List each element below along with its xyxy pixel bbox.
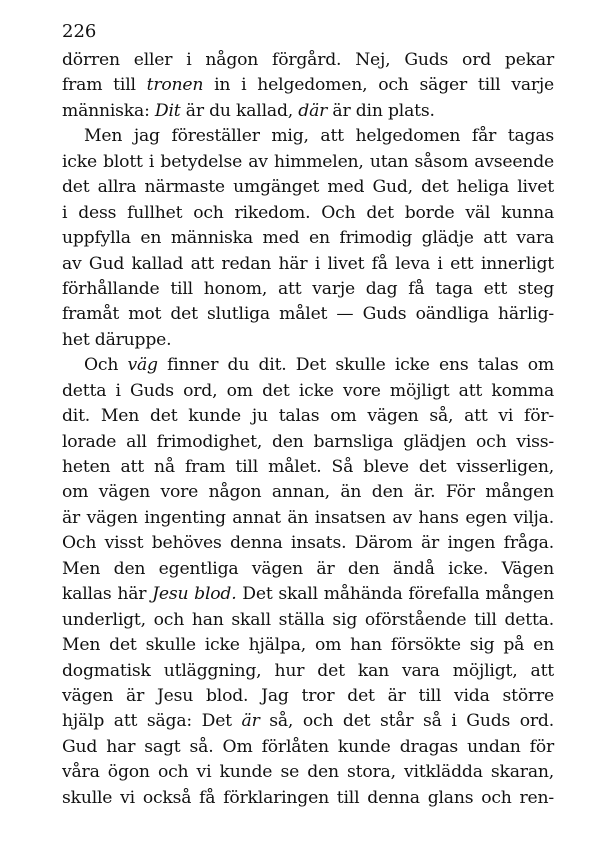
text-segment: människa: [62,100,155,121]
body-text [62,48,554,811]
text-line [62,557,554,582]
text-segment: finner du dit. Det skulle icke ens talas om [157,355,554,376]
emphasized-text: tronen [146,75,204,96]
text-segment: dogmatisk utläggning, hur det kan vara möjligt, att [62,660,554,681]
text-segment: om vägen vore någon annan, än den är. För mången [62,482,554,503]
text-line [62,73,554,98]
emphasized-text: Jesu blod. [152,584,237,605]
text-segment: så, och det står så i Guds ord. [259,711,554,732]
text-line [62,506,554,531]
text-segment: av Gud kallad att redan här i livet få leva i ett innerligt [62,253,554,274]
text-segment: framåt mot det slutliga målet — Guds oändliga härlig- [62,304,554,325]
text-line [62,633,554,658]
text-line [62,328,554,353]
text-segment: in i helgedomen, och säger till varje [203,75,554,96]
text-segment: förhållande till honom, att varje dag få taga ett steg [62,278,554,299]
text-line [62,684,554,709]
text-line [62,582,554,607]
emphasized-text: är [241,711,260,732]
text-line [62,252,554,277]
text-segment: våra ögon och vi kunde se den stora, vitklädda skaran, [62,762,554,783]
text-line [62,531,554,556]
text-segment: underligt, och han skall ställa sig oförstående till detta. [62,609,554,630]
text-segment: Och visst behöves denna insats. Därom är ingen fråga. [62,533,554,554]
text-segment: dörren eller i någon förgård. Nej, Guds ord pekar [62,50,554,70]
text-line [62,404,554,429]
text-segment: är vägen ingenting annat än insatsen av hans egen vilja. [62,507,554,528]
text-line [62,302,554,327]
text-segment: detta i Guds ord, om det icke vore möjligt att komma [62,380,554,401]
text-line [62,150,554,175]
text-line [62,659,554,684]
text-segment: vägen är Jesu blod. Jag tror det är till vida större [62,685,554,706]
text-segment: Gud har sagt så. Om förlåten kunde dragas undan för [62,736,554,757]
text-line [62,735,554,760]
text-line [62,379,554,404]
text-segment: i dess fullhet och rikedom. Och det borde väl kunna [62,202,554,223]
text-line [62,455,554,480]
text-segment: heten att nå fram till målet. Så bleve det visserligen, [62,457,554,477]
text-line [62,48,554,73]
text-segment: uppfylla en människa med en frimodig glädje att vara [62,228,554,249]
text-line [62,353,554,378]
text-line [62,201,554,226]
text-line [62,608,554,633]
text-line [62,786,554,811]
text-segment: är din plats. [327,100,435,121]
text-segment: fram till [62,75,147,96]
emphasized-text: Dit [154,100,181,121]
text-segment: är du kallad, [180,100,299,121]
text-segment: Det skall måhända förefalla mången [236,584,555,605]
text-segment: dit. Men det kunde ju talas om vägen så, att vi för- [62,406,554,427]
text-line [62,226,554,251]
text-line [62,760,554,785]
text-segment: Men den egentliga vägen är den ändå icke. Vägen [62,558,554,579]
page-number: 226 [62,21,97,42]
text-line [62,99,554,124]
text-line [62,430,554,455]
text-segment: Men jag föreställer mig, att helgedomen får tagas [84,126,554,147]
emphasized-text: där [298,100,328,121]
text-segment: Och [84,355,128,376]
emphasized-text: väg [127,355,158,376]
text-segment: kallas här [62,584,153,605]
text-line [62,480,554,505]
text-segment: icke blott i betydelse av himmelen, utan såsom avseende [62,151,554,172]
text-segment: Men det skulle icke hjälpa, om han försökte sig på en [62,635,554,656]
text-segment: het däruppe. [62,329,172,350]
text-segment: hjälp att säga: Det [62,711,242,732]
text-segment: lorade all frimodighet, den barnsliga glädjen och viss- [62,431,554,452]
text-line [62,124,554,149]
text-segment: skulle vi också få förklaringen till denna glans och ren- [62,787,554,808]
text-line [62,175,554,200]
text-line [62,709,554,734]
text-segment: det allra närmaste umgänget med Gud, det heliga livet [62,177,554,198]
text-line [62,277,554,302]
